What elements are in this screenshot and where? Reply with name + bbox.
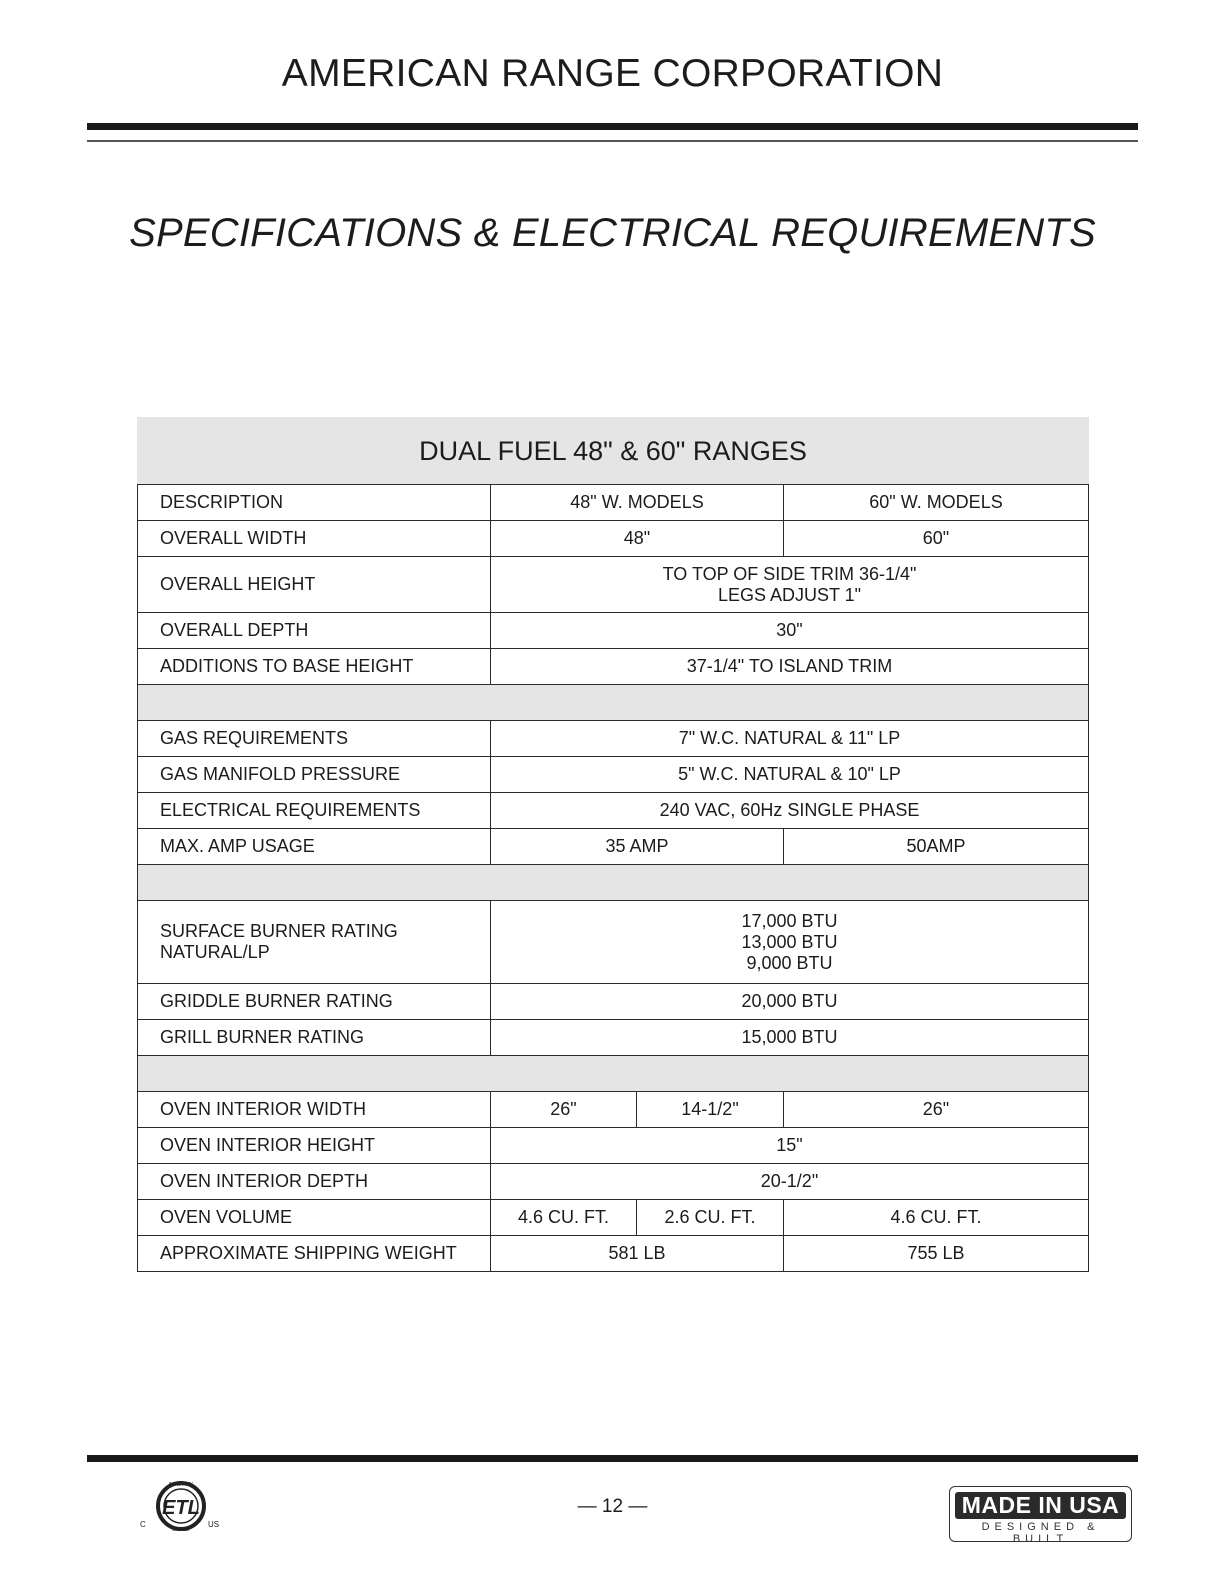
- table-row-oven-width: [138, 1092, 1089, 1128]
- cell-48-large-oven: 26": [491, 1092, 637, 1128]
- cell-48-small-oven: 2.6 CU. FT.: [637, 1200, 784, 1236]
- row-label: OVERALL DEPTH: [138, 613, 491, 649]
- made-in-usa-badge: [949, 1486, 1132, 1545]
- label-line: SURFACE BURNER RATING: [160, 921, 398, 941]
- row-label: GAS REQUIREMENTS: [138, 721, 491, 757]
- table-row-electrical: [138, 793, 1089, 829]
- section-divider: [138, 865, 1089, 901]
- value-line: 13,000 BTU: [741, 931, 838, 952]
- cell-value: 240 VAC, 60Hz SINGLE PHASE: [491, 793, 1089, 829]
- value-line: LEGS ADJUST 1": [717, 584, 862, 605]
- cell-48-value: 581 LB: [491, 1236, 784, 1272]
- table-row-description: [138, 485, 1089, 521]
- value-line: 9,000 BTU: [746, 952, 833, 973]
- cell-48-large-oven: 4.6 CU. FT.: [491, 1200, 637, 1236]
- value-line: 17,000 BTU: [741, 910, 838, 931]
- row-label: GAS MANIFOLD PRESSURE: [138, 757, 491, 793]
- cell-value: 15,000 BTU: [491, 1020, 1089, 1056]
- row-label: GRILL BURNER RATING: [138, 1020, 491, 1056]
- table-row-oven-depth: [138, 1164, 1089, 1200]
- section-divider: [138, 685, 1089, 721]
- cell-48-value: 48": [491, 521, 784, 557]
- cell-60-value: 50AMP: [784, 829, 1089, 865]
- table-title: DUAL FUEL 48" & 60" RANGES: [138, 418, 1089, 485]
- table-row-shipping-weight: [138, 1236, 1089, 1272]
- header-rule-thin: [87, 140, 1138, 142]
- cell-value: 7" W.C. NATURAL & 11" LP: [491, 721, 1089, 757]
- cell-60-value: 4.6 CU. FT.: [784, 1200, 1089, 1236]
- header-rule-thick: [87, 123, 1138, 130]
- cell-value: [491, 901, 1089, 984]
- table-row-grill: [138, 1020, 1089, 1056]
- table-row-oven-height: [138, 1128, 1089, 1164]
- row-label: OVEN INTERIOR DEPTH: [138, 1164, 491, 1200]
- etl-us-text: US: [208, 1520, 220, 1529]
- row-label: OVERALL WIDTH: [138, 521, 491, 557]
- page-number: — 12 —: [577, 1496, 648, 1517]
- cell-60-value: 26": [784, 1092, 1089, 1128]
- cell-value: [491, 557, 1089, 613]
- badge-sub-text: DESIGNED & BUILT: [981, 1521, 1100, 1545]
- row-label: MAX. AMP USAGE: [138, 829, 491, 865]
- page-title: SPECIFICATIONS & ELECTRICAL REQUIREMENTS: [129, 211, 1096, 255]
- cell-value: 5" W.C. NATURAL & 10" LP: [491, 757, 1089, 793]
- row-label: DESCRIPTION: [138, 485, 491, 521]
- table-row-griddle: [138, 984, 1089, 1020]
- spec-table: [137, 417, 1089, 1272]
- cell-48-small-oven: 14-1/2": [637, 1092, 784, 1128]
- row-label: ADDITIONS TO BASE HEIGHT: [138, 649, 491, 685]
- badge-main-text: MADE IN USA: [955, 1492, 1126, 1519]
- row-label: GRIDDLE BURNER RATING: [138, 984, 491, 1020]
- cell-value: 20,000 BTU: [491, 984, 1089, 1020]
- table-row-surface-burner: [138, 901, 1089, 984]
- table-row-oven-volume: [138, 1200, 1089, 1236]
- row-label: OVEN VOLUME: [138, 1200, 491, 1236]
- table-row-gas-requirements: [138, 721, 1089, 757]
- etl-c-text: C: [140, 1520, 146, 1529]
- table-row-max-amp: [138, 829, 1089, 865]
- cell-value: 15": [491, 1128, 1089, 1164]
- section-divider: [138, 1056, 1089, 1092]
- table-row-gas-manifold: [138, 757, 1089, 793]
- footer-rule: [87, 1455, 1138, 1462]
- row-label: ELECTRICAL REQUIREMENTS: [138, 793, 491, 829]
- cell-60-models: 60" W. MODELS: [784, 485, 1089, 521]
- cell-value: 37-1/4" TO ISLAND TRIM: [491, 649, 1089, 685]
- cell-48-models: 48" W. MODELS: [491, 485, 784, 521]
- table-row-overall-depth: [138, 613, 1089, 649]
- value-line: TO TOP OF SIDE TRIM 36-1/4": [662, 563, 917, 584]
- cell-value: 20-1/2": [491, 1164, 1089, 1200]
- row-label: APPROXIMATE SHIPPING WEIGHT: [138, 1236, 491, 1272]
- etl-bottom-text: LISTED: [172, 1527, 190, 1533]
- row-label: [138, 901, 491, 984]
- row-label: OVEN INTERIOR HEIGHT: [138, 1128, 491, 1164]
- cell-60-value: 755 LB: [784, 1236, 1089, 1272]
- label-line: NATURAL/LP: [160, 942, 270, 962]
- table-row-overall-width: [138, 521, 1089, 557]
- table-row-overall-height: [138, 557, 1089, 613]
- row-label: OVEN INTERIOR WIDTH: [138, 1092, 491, 1128]
- cell-48-value: 35 AMP: [491, 829, 784, 865]
- table-row-additions: [138, 649, 1089, 685]
- cell-60-value: 60": [784, 521, 1089, 557]
- company-name: AMERICAN RANGE CORPORATION: [281, 52, 944, 95]
- etl-mark-text: ETL: [162, 1497, 200, 1519]
- etl-top-text: INTERTEK: [168, 1482, 194, 1488]
- row-label: OVERALL HEIGHT: [138, 557, 491, 613]
- cell-value: 30": [491, 613, 1089, 649]
